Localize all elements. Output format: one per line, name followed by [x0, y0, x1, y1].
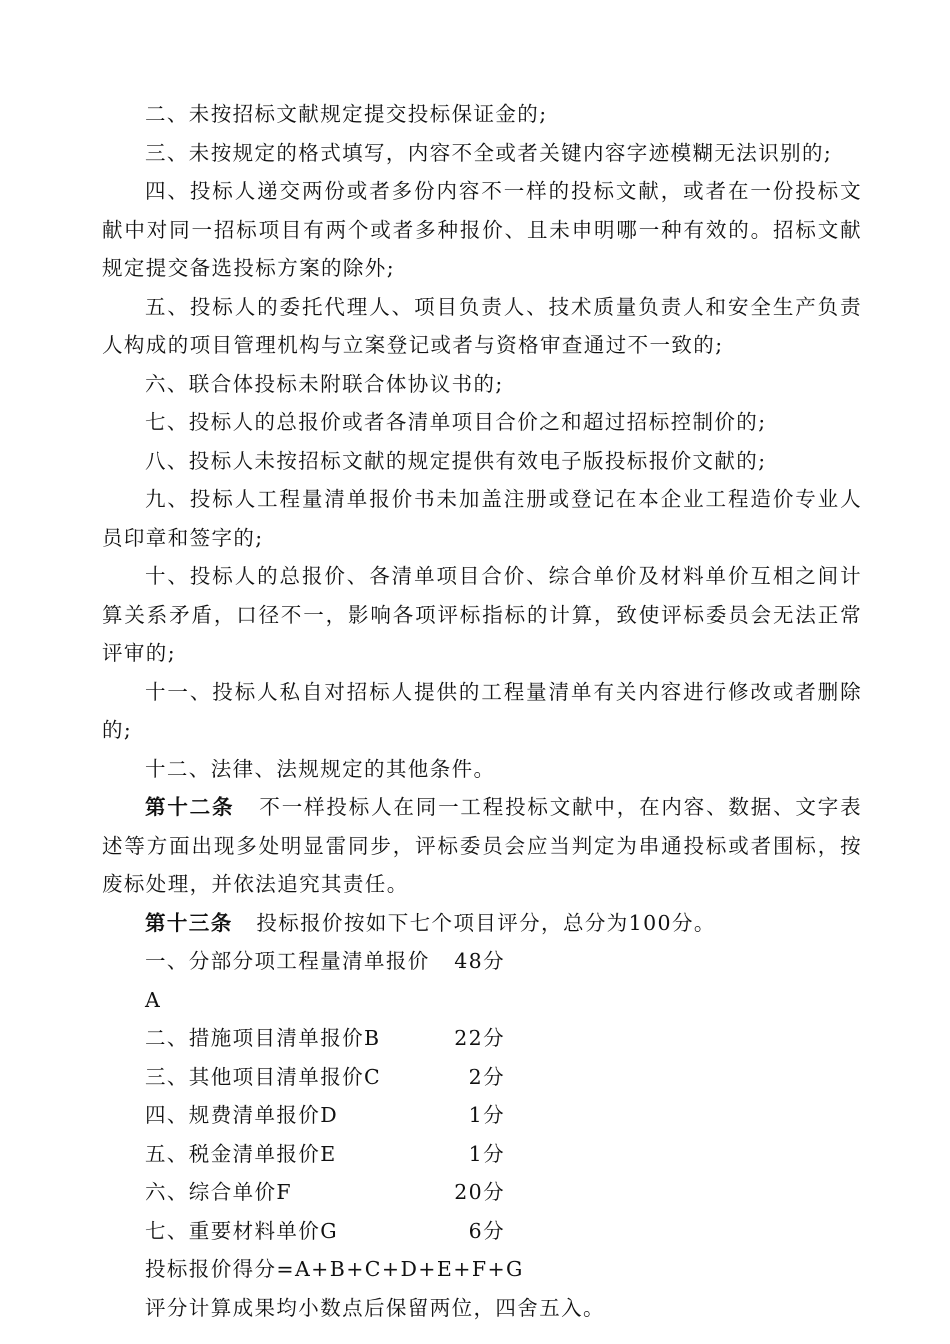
score-label: 五、税金清单报价E [145, 1141, 337, 1166]
clause-item-2: 二、未按招标文献规定提交投标保证金的; [145, 102, 548, 126]
score-label: 七、重要材料单价G [145, 1218, 338, 1243]
score-value: 1分 [468, 1141, 505, 1166]
clause-item-5: 五、投标人的委托代理人、项目负责人、技术质量负责人和安全生产负责人构成的项目管理机构与立案登记或者与资格审查通过不一致的; [102, 294, 862, 357]
score-label: 六、综合单价F [145, 1180, 293, 1204]
article-13-label: 第十三条 [145, 910, 233, 935]
article-12-label: 第十二条 [145, 795, 235, 819]
article-12 [102, 788, 862, 904]
score-value: 20分 [454, 1180, 505, 1204]
document-body [102, 95, 862, 1327]
score-row [102, 1135, 862, 1174]
score-row [102, 1096, 862, 1135]
score-row [102, 1058, 862, 1097]
score-formula: 投标报价得分=A+B+C+D+E+F+G [145, 1257, 524, 1281]
score-row [102, 1173, 862, 1212]
clause-item-3: 三、未按规定的格式填写，内容不全或者关键内容字迹模糊无法识别的; [145, 140, 833, 165]
score-value: 22分 [454, 1026, 505, 1050]
score-value: 6分 [468, 1218, 505, 1243]
clause-item-7: 七、投标人的总报价或者各清单项目合价之和超过招标控制价的; [145, 410, 767, 434]
score-label: 一、分部分项工程量清单报价A [145, 949, 430, 1012]
clause-item-11: 十一、投标人私自对招标人提供的工程量清单有关内容进行修改或者删除的; [102, 679, 862, 742]
score-value: 48分 [454, 949, 505, 973]
clause-item-4: 四、投标人递交两份或者多份内容不一样的投标文献，或者在一份投标文献中对同一招标项目有两个或者多种报价、且未申明哪一种有效的。招标文献规定提交备选投标方案的除外; [102, 179, 862, 280]
article-13-text: 投标报价按如下七个项目评分，总分为100分。 [256, 910, 716, 935]
score-row [102, 1212, 862, 1251]
clause-item-10: 十、投标人的总报价、各清单项目合价、综合单价及材料单价互相之间计算关系矛盾，口径不一，影响各项评标指标的计算，致使评标委员会无法正常评审的; [102, 564, 862, 665]
clause-item-8: 八、投标人未按招标文献的规定提供有效电子版投标报价文献的; [145, 448, 767, 473]
score-value: 2分 [468, 1064, 505, 1089]
article-13 [102, 904, 862, 943]
article-12-text: 不一样投标人在同一工程投标文献中，在内容、数据、文字表述等方面出现多处明显雷同步，评标委员会应当判定为串通投标或者围标，按废标处理，并依法追究其责任。 [102, 795, 862, 896]
clause-item-12: 十二、法律、法规规定的其他条件。 [145, 756, 496, 781]
clause-item-9: 九、投标人工程量清单报价书未加盖注册或登记在本企业工程造价专业人员印章和签字的; [102, 487, 862, 550]
score-label: 四、规费清单报价D [145, 1103, 339, 1127]
score-label: 二、措施项目清单报价B [145, 1026, 381, 1050]
clause-item-6: 六、联合体投标未附联合体协议书的; [145, 371, 504, 396]
score-label: 三、其他项目清单报价C [145, 1064, 382, 1089]
score-value: 1分 [468, 1103, 505, 1127]
score-row [102, 942, 862, 1019]
score-row [102, 1019, 862, 1058]
rounding-rule: 评分计算成果均小数点后保留两位，四舍五入。 [145, 1295, 605, 1320]
